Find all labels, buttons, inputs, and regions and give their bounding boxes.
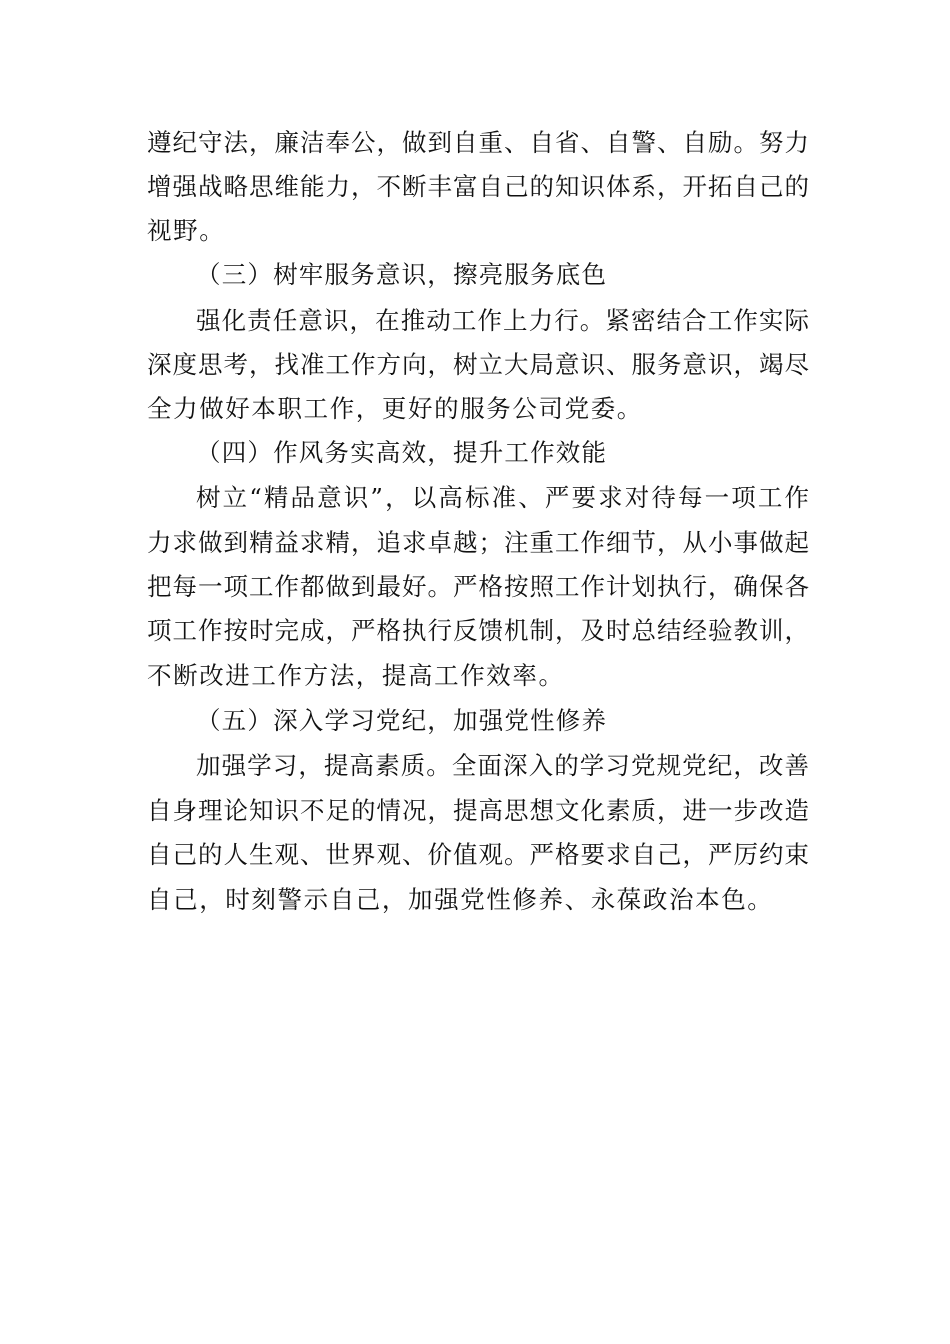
paragraph-line: 强化责任意识，在推动工作上力行。紧密结合工作实际 xyxy=(196,306,809,335)
paragraph-line: 不断改进工作方法，提高工作效率。 xyxy=(147,661,565,690)
paragraph-line: 加强学习，提高素质。全面深入的学习党规党纪，改善 xyxy=(196,751,809,780)
paragraph-line: 全力做好本职工作，更好的服务公司党委。 xyxy=(147,394,643,423)
paragraph-line: 自己的人生观、世界观、价值观。严格要求自己，严厉约束 xyxy=(147,840,809,869)
paragraph-line: 力求做到精益求精，追求卓越；注重工作细节，从小事做起 xyxy=(147,528,809,557)
paragraph-line: 把每一项工作都做到最好。严格按照工作计划执行，确保各 xyxy=(147,572,809,601)
paragraph-line: 深度思考，找准工作方向，树立大局意识、服务意识，竭尽 xyxy=(147,350,809,379)
paragraph-line: 增强战略思维能力，不断丰富自己的知识体系，开拓自己的 xyxy=(147,172,809,201)
section-heading: （四）作风务实高效，提升工作效能 xyxy=(196,438,608,467)
paragraph-line: 自身理论知识不足的情况，提高思想文化素质，进一步改造 xyxy=(147,796,809,825)
paragraph-line: 自己，时刻警示自己，加强党性修养、永葆政治本色。 xyxy=(147,885,774,914)
section-heading: （三）树牢服务意识，擦亮服务底色 xyxy=(196,260,608,289)
paragraph-line: 遵纪守法，廉洁奉公，做到自重、自省、自警、自励。努力 xyxy=(147,128,809,157)
paragraph-line: 视野。 xyxy=(147,216,226,245)
paragraph-line: 项工作按时完成，严格执行反馈机制，及时总结经验教训， xyxy=(147,616,809,645)
paragraph-line: 树立“精品意识”，以高标准、严要求对待每一项工作 xyxy=(196,483,809,512)
section-heading: （五）深入学习党纪，加强党性修养 xyxy=(196,706,608,735)
